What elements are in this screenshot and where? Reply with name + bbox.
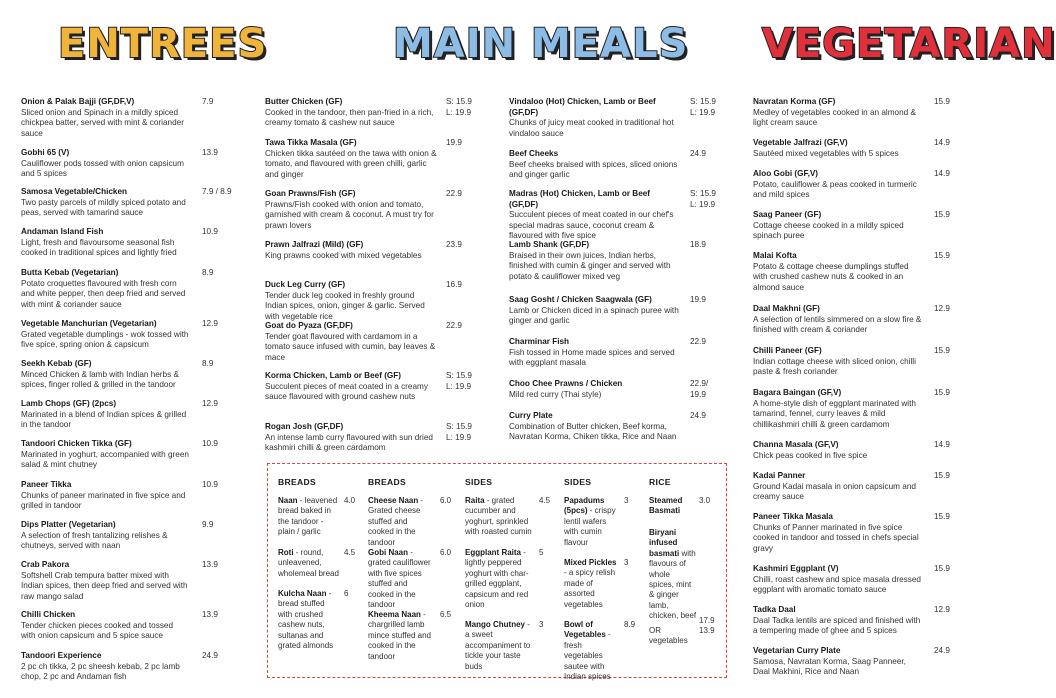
dish-name: Daal Makhni (GF) (753, 304, 820, 313)
side-item-price: 13.9 (699, 626, 715, 635)
dish-price: 10.9 (202, 439, 218, 448)
dish-name: Korma Chicken, Lamb or Beef (GF) (265, 371, 402, 380)
dish-name: Aloo Gobi (GF,V) (753, 169, 819, 178)
side-item-price: 8.9 (624, 620, 636, 629)
side-item-price: 4.5 (344, 548, 356, 557)
side-item-description: - a sweet accompaniment to tickle your taste buds (465, 620, 531, 671)
side-item-description: - round, unleavened, wholemeal bread (278, 548, 339, 578)
dish-name: Vegetable Jalfrazi (GF,V) (753, 138, 848, 147)
dish-price: 22.9 (446, 189, 462, 198)
menu-item-gobhi-65-v (21, 148, 242, 180)
side-item-price: 17.9 (699, 616, 715, 625)
menu-item-vegetable-jalfrazi-gf-v (753, 138, 974, 159)
dish-description: Cottage cheese cooked in a mildly spiced spinach puree (753, 220, 904, 241)
dish-price: 24.9 (934, 646, 950, 655)
dish-name: Paneer Tikka Masala (753, 512, 833, 521)
dish-name: Seekh Kebab (GF) (21, 359, 92, 368)
menu-item-tandoori-experience (21, 651, 242, 683)
menu-item-vegetarian-curry-plate (753, 646, 974, 678)
dish-price: 12.9 (934, 304, 950, 313)
menu-item-goat-do-pyaza-gf-df (265, 321, 486, 363)
dish-name: Beef Cheeks (509, 149, 559, 158)
menu-item-daal-makhni-gf (753, 304, 974, 336)
breads-column-1 (278, 476, 368, 651)
dish-price: 15.9 (934, 210, 950, 219)
side-item-price: 3.0 (699, 496, 711, 505)
dish-description: Samosa, Navratan Korma, Saag Panneer, Daal Makhini, Rice and Naan (753, 656, 906, 677)
dish-price: 10.9 (202, 227, 218, 236)
menu-item-tadka-daal (753, 605, 974, 637)
side-item-description: - a spicy relish made of assorted vegetables (564, 568, 616, 609)
dish-price: 15.9 (934, 512, 950, 521)
dish-description: Sautéed mixed vegetables with 5 spices (753, 148, 899, 158)
menu-item-kadai-panner (753, 471, 974, 503)
dish-name: Tandoori Experience (21, 651, 102, 660)
side-item-name: Biryani infused basmati (649, 528, 680, 558)
menu-item-butta-kebab-vegetarian (21, 268, 242, 310)
dish-name: Curry Plate (509, 411, 553, 420)
dish-description: Potato croquettes flavoured with fresh corn and white pepper, then deep fried and served with mint & coriander sauce (21, 278, 186, 309)
dish-description: Marinated in a blend of Indian spices & grilled in the tandoor (21, 409, 187, 430)
dish-name: Vindaloo (Hot) Chicken, Lamb or Beef (GF,DF) (509, 97, 656, 117)
dish-name: Kadai Panner (753, 471, 806, 480)
dish-name: Andaman Island Fish (21, 227, 104, 236)
side-item-mango-chutney (465, 620, 533, 672)
dish-name: Onion & Palak Bajji (GF,DF,V) (21, 97, 135, 106)
dish-name: Gobhi 65 (V) (21, 148, 70, 157)
dish-description: Fish tossed in Home made spices and served with eggplant masala (509, 347, 675, 368)
side-item-kulcha-naan (278, 589, 340, 651)
dish-name: Samosa Vegetable/Chicken (21, 187, 128, 196)
dish-description: Succulent pieces of meat coated in a creamy sauce flavoured with ground cashew nuts (265, 381, 428, 402)
dish-price: 18.9 (690, 240, 706, 249)
side-item-name: Bowl of Vegetables (564, 620, 606, 640)
dish-price: 22.9/ 19.9 (690, 379, 709, 399)
dish-price: 8.9 (202, 359, 214, 368)
menu-item-seekh-kebab-gf (21, 359, 242, 391)
dish-name: Kashmiri Eggplant (V) (753, 564, 839, 573)
dish-name: Bagara Baingan (GF,V) (753, 388, 842, 397)
sides-heading: SIDES (465, 477, 493, 487)
dish-price: S: 15.9 L: 19.9 (690, 189, 716, 209)
dish-description: Cauliflower pods tossed with onion capsicum and 5 spices (21, 158, 184, 179)
menu-item-aloo-gobi-gf-v (753, 169, 974, 201)
dish-price: 13.9 (202, 560, 218, 569)
side-item-description: - chargrilled lamb mince stuffed and cooked in the tandoor (368, 610, 432, 661)
dish-price: S: 15.9 L: 19.9 (690, 97, 716, 117)
menu-item-paneer-tikka (21, 480, 242, 512)
dish-description: Medley of vegetables cooked in an almond & light cream sauce (753, 107, 916, 128)
breads-heading: BREADS (278, 477, 317, 487)
side-item-description: - crispy lentil wafers with cumin flavour (564, 506, 616, 547)
dish-name: Rogan Josh (GF,DF) (265, 422, 344, 431)
dish-price: 15.9 (934, 97, 950, 106)
dish-description: Potato & cottage cheese dumplings stuffed with crushed cashew nuts & cooked in an almond sauce (753, 261, 909, 292)
side-item-raita (465, 496, 533, 538)
dish-price: 12.9 (202, 319, 218, 328)
dish-name: Tawa Tikka Masala (GF) (265, 138, 357, 147)
dish-description: Beef cheeks braised with spices, sliced onions and ginger garlic (509, 159, 678, 180)
side-item-name: Mixed Pickles (564, 558, 617, 567)
sides-column-2 (564, 476, 652, 682)
dish-name: Goat do Pyaza (GF,DF) (265, 321, 353, 330)
dish-name: Chilli Paneer (GF) (753, 346, 822, 355)
dish-description: A selection of lentils simmered on a slow fire & finished with cream & coriander (753, 314, 922, 335)
dish-description: Chunks of paneer marinated in five spice and grilled in tandoor (21, 490, 186, 511)
rice-column (649, 476, 725, 646)
vegetarian-heading: VEGETARIAN (762, 21, 1056, 67)
side-item-eggplant-raita (465, 548, 533, 610)
dish-name: Crab Pakora (21, 560, 70, 569)
dish-name: Channa Masala (GF,V) (753, 440, 839, 449)
side-item-name: Steamed Basmati (649, 496, 683, 516)
dish-name: Butter Chicken (GF) (265, 97, 343, 106)
dish-description: Indian cottage cheese with sliced onion, chilli paste & fresh coriander (753, 356, 916, 377)
menu-item-curry-plate (509, 411, 730, 443)
dish-name: Saag Gosht / Chicken Saagwala (GF) (509, 295, 652, 304)
dish-price: 14.9 (934, 440, 950, 449)
menu-item-channa-masala-gf-v (753, 440, 974, 461)
menu-item-vindaloo-hot-chicken-lamb-or-beef-gf-df (509, 97, 730, 139)
dish-name: Butta Kebab (Vegetarian) (21, 268, 119, 277)
menu-item-onion-palak-bajji-gf-df-v (21, 97, 242, 139)
side-item-name: Naan (278, 496, 298, 505)
dish-description: A home-style dish of eggplant marinated with tamarind, fennel, curry leaves & mild chillikashmiri chilli & green cardamom (753, 398, 916, 429)
dish-name: Paneer Tikka (21, 480, 72, 489)
side-item-price: 6 (344, 589, 349, 598)
menu-item-kashmiri-eggplant-v (753, 564, 974, 596)
menu-item-madras-hot-chicken-lamb-or-beef-gf-df (509, 189, 730, 242)
dish-description: Ground Kadai masala in onion capsicum and creamy sauce (753, 481, 916, 502)
dish-price: 15.9 (934, 388, 950, 397)
side-item-name: Gobi Naan (368, 548, 409, 557)
dish-price: 13.9 (202, 610, 218, 619)
side-item-price: 6.5 (440, 610, 452, 619)
dish-description: Tender chicken pieces cooked and tossed with onion capsicum and 5 spice sauce (21, 620, 174, 641)
menu-item-saag-gosht-chicken-saagwala-gf (509, 295, 730, 327)
dish-description: Minced Chicken & lamb with Indian herbs & spices, finger rolled & grilled in the tandoor (21, 369, 179, 390)
side-item-steamed-basmati (649, 496, 697, 517)
dish-name: Malai Kofta (753, 251, 797, 260)
dish-price: 15.9 (934, 346, 950, 355)
dish-description: Chilli, roast cashew and spice masala dressed eggplant with aromatic tomato sauce (753, 574, 921, 595)
dish-name: Choo Chee Prawns / Chicken (509, 379, 623, 388)
side-item-description: - lightly peppered yoghurt with char-grilled eggplant, capsicum and red onion (465, 548, 529, 610)
dish-name: Madras (Hot) Chicken, Lamb or Beef (GF,DF) (509, 189, 651, 209)
dish-price: 15.9 (934, 564, 950, 573)
dish-price: 23.9 (446, 240, 462, 249)
dish-description: King prawns cooked with mixed vegetables (265, 250, 422, 260)
menu-item-chilli-paneer-gf (753, 346, 974, 378)
menu-item-charminar-fish (509, 337, 730, 369)
dish-name: Vegetable Manchurian (Vegetarian) (21, 319, 157, 328)
side-item-description: - Grated cheese stuffed and cooked in the tandoor (368, 496, 424, 547)
dish-price: 14.9 (934, 169, 950, 178)
dish-description: Chunks of juicy meat cooked in traditional hot vindaloo sauce (509, 118, 674, 138)
side-item-price: 5 (539, 548, 544, 557)
menu-item-korma-chicken-lamb-or-beef-gf (265, 371, 486, 403)
side-item-name: Papadums (5pcs) (564, 496, 605, 516)
dish-price: 14.9 (934, 138, 950, 147)
dish-price: 24.9 (690, 149, 706, 158)
menu-item-tandoori-chicken-tikka-gf (21, 439, 242, 471)
dish-price: S: 15.9 L: 19.9 (446, 371, 472, 391)
menu-item-crab-pakora (21, 560, 242, 602)
side-item-description: with flavours of whole spices, mint & ginger lamb, chicken, beef (649, 548, 697, 621)
dish-description: Daal Tadka lentils are spiced and finished with a tempering made of ghee and 5 spices (753, 615, 921, 636)
menu-item-chilli-chicken (21, 610, 242, 642)
dish-description: An intense lamb curry flavoured with sun dried kashmiri chilli & green cardamom (265, 432, 433, 453)
dish-description: A selection of fresh tantalizing relishes & chutneys, served with naan (21, 530, 168, 551)
side-item-name: Mango Chutney (465, 620, 525, 629)
main-meals-heading: MAIN MEALS (393, 21, 689, 67)
dish-description: Succulent pieces of meat coated in our chef's special madras sauce, coconut cream & flavoured with five spice (509, 210, 674, 241)
dish-description: Combination of Butter chicken, Beef korma, Navratan Korma, Chiken tikka, Rice and Naan (509, 421, 677, 442)
side-item-or-vegetables (649, 626, 697, 647)
menu-item-samosa-vegetable-chicken (21, 187, 242, 219)
side-item-description: - bread stuffed with crushed cashew nuts, sultanas and grated almonds (278, 589, 334, 651)
side-item-description: OR vegetables (649, 626, 688, 646)
menu-item-prawn-jalfrazi-mild-gf (265, 240, 486, 261)
menu-item-rogan-josh-gf-df (265, 422, 486, 454)
side-item-bowl-of-vegetables (564, 620, 620, 682)
side-item-name: Roti (278, 548, 294, 557)
dish-price: 19.9 (446, 138, 462, 147)
dish-price: S: 15.9 L: 19.9 (446, 97, 472, 117)
dish-description: Mild red curry (Thai style) (509, 389, 602, 399)
dish-description: Tender duck leg cooked in freshly ground Indian spices, onion, ginger & garlic. Served with vegetable rice (265, 290, 425, 321)
side-item-biryani-infused-basmati (649, 528, 697, 622)
dish-price: 10.9 (202, 480, 218, 489)
dish-price: 24.9 (690, 411, 706, 420)
menu-item-bagara-baingan-gf-v (753, 388, 974, 430)
dish-description: Chunks of Panner marinated in five spice cooked in tandoor and tossed in chefs special gravy (753, 522, 919, 553)
dish-price: 16.9 (446, 280, 462, 289)
dish-price: 9.9 (202, 520, 214, 529)
menu-item-saag-paneer-gf (753, 210, 974, 242)
dish-name: Dips Platter (Vegetarian) (21, 520, 116, 529)
dish-price: 22.9 (690, 337, 706, 346)
dish-price: 22.9 (446, 321, 462, 330)
dish-description: Prawns/Fish cooked with onion and tomato, garnished with cream & coconut. A must try for prawn lovers (265, 199, 434, 230)
dish-name: Tadka Daal (753, 605, 796, 614)
menu-item-malai-kofta (753, 251, 974, 293)
menu-item-lamb-shank-gf-df (509, 240, 730, 282)
dish-description: Chick peas cooked in five spice (753, 450, 868, 460)
side-item-description: - grated cauliflower with five spices stuffed and cooked in the tandoor (368, 548, 431, 610)
dish-name: Saag Paneer (GF) (753, 210, 822, 219)
sides-box (267, 463, 727, 682)
dish-name: Prawn Jalfrazi (Mild) (GF) (265, 240, 364, 249)
rice-heading: RICE (649, 477, 671, 487)
menu-item-andaman-island-fish (21, 227, 242, 259)
menu-item-dips-platter-vegetarian (21, 520, 242, 552)
side-item-price: 4.5 (539, 496, 551, 505)
menu-item-goan-prawns-fish-gf (265, 189, 486, 231)
dish-description: Potato, cauliflower & peas cooked in turmeric and mild spices (753, 179, 917, 200)
side-item-papadums-5pcs (564, 496, 620, 548)
side-item-price: 6.0 (440, 548, 452, 557)
dish-name: Charminar Fish (509, 337, 570, 346)
side-item-kheema-naan (368, 610, 434, 662)
dish-description: Braised in their own juices, Indian herbs, finished with cumin & ginger and served with potato & cauliflower mixed veg (509, 250, 671, 281)
dish-description: Light, fresh and flavoursome seasonal fish cooked in traditional spices and lightly fried (21, 237, 177, 258)
side-item-price: 3 (539, 620, 544, 629)
dish-price: 24.9 (202, 651, 218, 660)
menu-item-duck-leg-curry-gf (265, 280, 486, 322)
side-item-mixed-pickles (564, 558, 620, 610)
side-item-price: 6.0 (440, 496, 452, 505)
breads-heading: BREADS (368, 477, 407, 487)
side-item-naan (278, 496, 340, 538)
dish-name: Goan Prawns/Fish (GF) (265, 189, 356, 198)
side-item-price: 4.0 (344, 496, 356, 505)
dish-description: Chicken tikka sautéed on the tawa with onion & tomato, and flavoured with green chilli, garlic and ginger (265, 148, 437, 179)
dish-price: S: 15.9 L: 19.9 (446, 422, 472, 442)
dish-description: Tender goat flavoured with cardamom in a tomato sauce infused with cumin, bay leaves & mace (265, 331, 436, 362)
menu-item-butter-chicken-gf (265, 97, 486, 129)
dish-name: Chilli Chicken (21, 610, 76, 619)
menu-item-choo-chee-prawns-chicken (509, 379, 730, 400)
dish-price: 12.9 (934, 605, 950, 614)
entrees-heading: ENTREES (58, 21, 268, 67)
side-item-gobi-naan (368, 548, 434, 610)
sides-heading: SIDES (564, 477, 592, 487)
side-item-roti (278, 548, 340, 579)
dish-price: 15.9 (934, 251, 950, 260)
side-item-description: - leavened bread baked in the tandoor - plain / garlic (278, 496, 338, 537)
menu-item-lamb-chops-gf-2pcs (21, 399, 242, 431)
menu-item-tawa-tikka-masala-gf (265, 138, 486, 180)
dish-description: Grated vegetable dumplings - wok tossed with five spice, spring onion & capsicum (21, 329, 189, 350)
side-item-cheese-naan (368, 496, 434, 548)
dish-description: Sliced onion and Spinach in a mildly spiced chickpea batter, served with mint & coriander sauce (21, 107, 184, 138)
side-item-price: 3 (624, 496, 629, 505)
dish-description: Lamb or Chicken diced in a spinach puree with ginger and garlic (509, 305, 679, 326)
dish-price: 8.9 (202, 268, 214, 277)
dish-price: 12.9 (202, 399, 218, 408)
dish-name: Lamb Chops (GF) (2pcs) (21, 399, 117, 408)
side-item-name: Cheese Naan (368, 496, 419, 505)
menu-item-vegetable-manchurian-vegetarian (21, 319, 242, 351)
dish-description: Marinated in yoghurt, accompanied with green salad & mint chutney (21, 449, 189, 470)
side-item-name: Kulcha Naan (278, 589, 327, 598)
dish-name: Duck Leg Curry (GF) (265, 280, 346, 289)
dish-price: 7.9 (202, 97, 214, 106)
breads-column-2 (368, 476, 464, 661)
side-item-name: Kheema Naan (368, 610, 421, 619)
menu-item-paneer-tikka-masala (753, 512, 974, 554)
dish-price: 13.9 (202, 148, 218, 157)
dish-name: Tandoori Chicken Tikka (GF) (21, 439, 132, 448)
dish-description: Two pasty parcels of mildly spiced potato and peas, served with tamarind sauce (21, 197, 186, 218)
side-item-price: 3 (624, 558, 629, 567)
dish-name: Lamb Shank (GF,DF) (509, 240, 590, 249)
dish-description: Cooked in the tandoor, then pan-fried in a rich, creamy tomato & cashew nut sauce (265, 107, 434, 128)
dish-price: 7.9 / 8.9 (202, 187, 232, 196)
dish-name: Vegetarian Curry Plate (753, 646, 841, 655)
side-item-description: - fresh vegetables sautee with Indian spices (564, 630, 611, 682)
dish-description: 2 pc ch tikka, 2 pc sheesh kebab, 2 pc lamb chop, 2 pc and Andaman fish (21, 661, 180, 682)
dish-description: Softshell Crab tempura batter mixed with Indian spices, then deep fried and served with raw mango salad (21, 570, 188, 601)
side-item-name: Eggplant Raita (465, 548, 522, 557)
menu-item-beef-cheeks (509, 149, 730, 181)
dish-name: Navratan Korma (GF) (753, 97, 836, 106)
dish-price: 15.9 (934, 471, 950, 480)
menu-item-navratan-korma-gf (753, 97, 974, 129)
sides-column-1 (465, 476, 561, 671)
side-item-name: Raita (465, 496, 485, 505)
dish-price: 19.9 (690, 295, 706, 304)
side-item-description: - grated cucumber and yoghurt, sprinkled with roasted cumin (465, 496, 532, 537)
